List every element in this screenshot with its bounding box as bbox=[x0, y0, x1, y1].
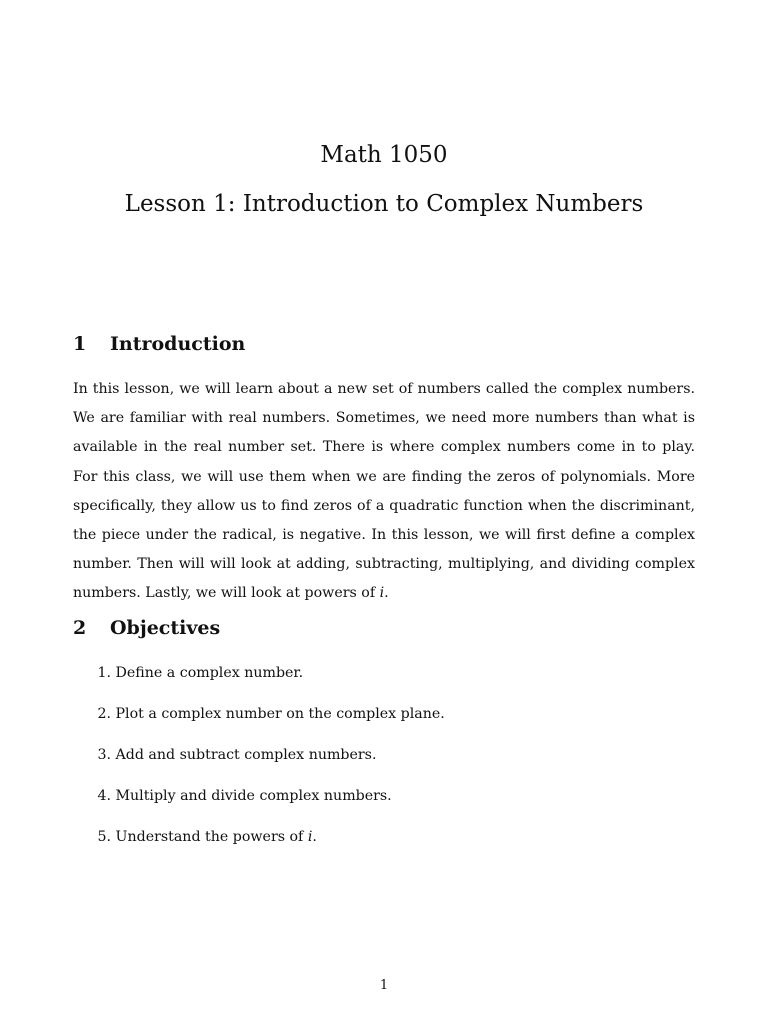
variable-i: i bbox=[379, 585, 385, 602]
list-item-text: Define a complex number. bbox=[115, 665, 304, 681]
objectives-list bbox=[73, 662, 695, 867]
section-heading-introduction bbox=[73, 332, 245, 356]
section-number: 2 bbox=[73, 617, 87, 639]
section-title: Introduction bbox=[110, 333, 246, 355]
paragraph-main-text: In this lesson, we will learn about a new set of numbers called the complex numbers. We are familiar with real numbers. Sometimes, we need more numbers than what is available in the real number set. There is where complex numbers come in to play. For this class, we will use them when we are finding the zeros of polynomials. More specifically, they allow us to find zeros of a quadratic function when the discriminant, the piece under the radical, is negative. In this lesson, we will first define a complex number. Then will will look at adding, subtracting, multiplying, and dividing complex numbers. Lastly, we will look at powers of bbox=[73, 381, 695, 602]
list-item-text: Plot a complex number on the complex plane. bbox=[115, 706, 445, 722]
paragraph-text bbox=[73, 375, 695, 609]
list-item-number: 4. bbox=[97, 788, 111, 804]
section-title: Objectives bbox=[110, 617, 221, 639]
list-item bbox=[73, 785, 695, 826]
list-item bbox=[73, 703, 695, 744]
introduction-paragraph bbox=[73, 375, 695, 609]
list-item-text: Understand the powers of i. bbox=[115, 829, 317, 845]
list-item bbox=[73, 826, 695, 867]
list-item bbox=[73, 744, 695, 785]
course-title: Math 1050 bbox=[320, 142, 448, 168]
list-item-number: 2. bbox=[97, 706, 111, 722]
list-item-text: Multiply and divide complex numbers. bbox=[115, 788, 392, 804]
lesson-title: Lesson 1: Introduction to Complex Numbers bbox=[124, 191, 644, 217]
list-item-text: Add and subtract complex numbers. bbox=[115, 747, 377, 763]
section-heading-objectives bbox=[73, 616, 220, 640]
paragraph-end-text: . bbox=[384, 585, 389, 602]
list-item-number: 3. bbox=[97, 747, 111, 763]
list-item-number: 5. bbox=[97, 829, 111, 845]
list-item bbox=[73, 662, 695, 703]
variable-i: i bbox=[307, 829, 313, 845]
list-item-number: 1. bbox=[97, 665, 111, 681]
page-number: 1 bbox=[379, 978, 389, 993]
section-number: 1 bbox=[73, 333, 87, 355]
